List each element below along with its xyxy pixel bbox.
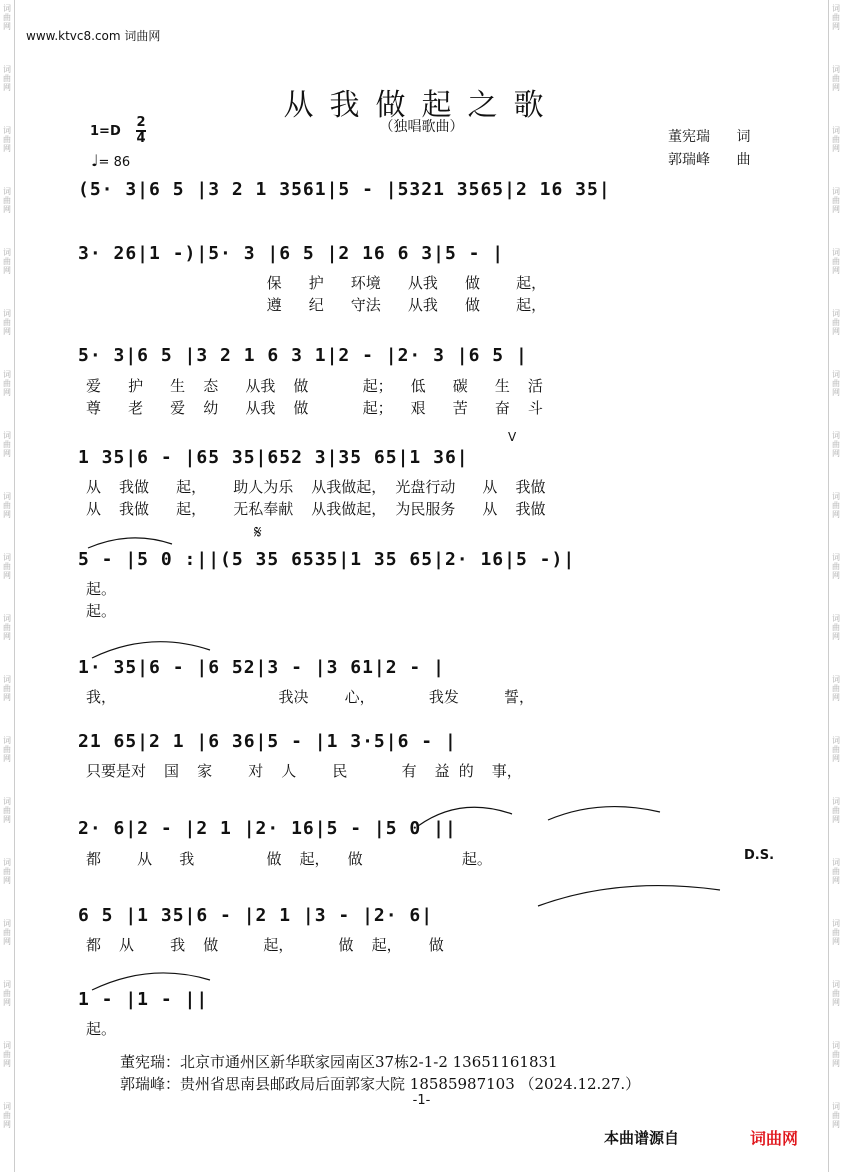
lyric-line-2: 遵 纪 守法 从我 做 起， [86, 296, 547, 314]
composer-name: 郭瑞峰 [668, 152, 710, 168]
watermark-text: 词 曲 网 [3, 675, 11, 702]
watermark-text: 词 曲 网 [3, 248, 11, 275]
watermark-text: 词 曲 网 [3, 4, 11, 31]
slur-arc [418, 807, 512, 826]
lyric-line-13: 起。 [86, 1020, 117, 1038]
notation-line-5: 5 - |5 0 :||(5 35 6535|1 35 65|2· 16|5 -)| [78, 549, 576, 570]
watermark-text: 词 曲 网 [832, 431, 840, 458]
notation-line-3: 5· 3|6 5 |3 2 1 6 3 1|2 - |2· 3 |6 5 | [78, 345, 528, 366]
song-title: 从我做起之歌 [283, 88, 560, 123]
lyric-line-12: 都 从 我 做 起， 做 起， 做 [86, 936, 444, 954]
segno-icon: 𝄋 [254, 522, 262, 543]
tempo-value: = 86 [98, 155, 131, 170]
notation-line-10: 1 - |1 - || [78, 989, 209, 1010]
watermark-text: 词 曲 网 [3, 553, 11, 580]
watermark-text: 词 曲 网 [832, 1041, 840, 1068]
watermark-text: 词 曲 网 [3, 736, 11, 763]
notation-line-4: 1 35|6 - |65 35|652 3|35 65|1 36| [78, 447, 469, 468]
contact-lyricist: 董宪瑞：北京市通州区新华联家园南区37栋2-1-2 13651161831 [120, 1053, 558, 1071]
time-signature-bottom: 4 [136, 131, 146, 146]
contact-composer: 郭瑞峰：贵州省思南县邮政局后面郭家大院 18585987103 （2024.12.27.） [120, 1075, 641, 1093]
lyric-line-9: 我， 我决 心， 我发 誓， [86, 688, 535, 706]
song-subtitle: （独唱歌曲） [379, 119, 464, 135]
watermark-text: 词 曲 网 [832, 736, 840, 763]
watermark-text: 词 曲 网 [832, 675, 840, 702]
dal-segno-marking: D.S. [744, 848, 775, 863]
composer-role: 曲 [736, 152, 751, 168]
slur-arc [88, 538, 172, 548]
watermark-text: 词 曲 网 [832, 797, 840, 824]
watermark-text: 词 曲 网 [832, 858, 840, 885]
watermark-text: 词 曲 网 [832, 187, 840, 214]
breath-mark: V [508, 430, 517, 444]
watermark-text: 词 曲 网 [3, 797, 11, 824]
notation-line-6: 1· 35|6 - |6 52|3 - |3 61|2 - | [78, 657, 445, 678]
watermark-text: 词 曲 网 [3, 919, 11, 946]
slur-arc [92, 642, 210, 658]
watermark-text: 词 曲 网 [832, 614, 840, 641]
watermark-text: 词 曲 网 [832, 309, 840, 336]
watermark-text: 词 曲 网 [832, 65, 840, 92]
notation-line-7: 21 65|2 1 |6 36|5 - |1 3·5|6 - | [78, 731, 457, 752]
watermark-text: 词 曲 网 [832, 553, 840, 580]
watermark-text: 词 曲 网 [3, 1102, 11, 1129]
watermark-text: 词 曲 网 [3, 492, 11, 519]
key-signature: 1=D [90, 124, 121, 139]
lyric-line-3: 爱 护 生 态 从我 做 起； 低 碳 生 活 [86, 377, 543, 395]
site-url[interactable]: www.ktvc8.com 词曲网 [26, 29, 161, 43]
watermark-text: 词 曲 网 [3, 370, 11, 397]
watermark-text: 词 曲 网 [832, 919, 840, 946]
lyric-line-6: 从 我做 起， 无私奉献 从我做起， 为民服务 从 我做 [86, 500, 546, 518]
notation-line-1: (5· 3|6 5 |3 2 1 3561|5 - |5321 3565|2 16 35| [78, 179, 611, 200]
slur-arc [538, 886, 720, 906]
watermark-text: 词 曲 网 [832, 126, 840, 153]
watermark-text: 词 曲 网 [832, 492, 840, 519]
quarter-note-icon: ♩ [91, 151, 99, 170]
source-site-link[interactable]: 词曲网 [750, 1129, 799, 1148]
lyric-line-1: 保 护 环境 从我 做 起， [86, 274, 547, 292]
watermark-text: 词 曲 网 [3, 1041, 11, 1068]
lyric-line-4: 尊 老 爱 幼 从我 做 起； 艰 苦 奋 斗 [86, 399, 543, 417]
lyricist-role: 词 [736, 129, 751, 145]
watermark-text: 词 曲 网 [3, 126, 11, 153]
watermark-text: 词 曲 网 [3, 980, 11, 1007]
page-number: -1- [412, 1093, 431, 1108]
source-label: 本曲谱源自 [604, 1129, 680, 1147]
watermark-text: 词 曲 网 [3, 858, 11, 885]
lyricist-name: 董宪瑞 [668, 129, 710, 145]
watermark-text: 词 曲 网 [832, 980, 840, 1007]
lyric-line-10: 只要是对 国 家 对 人 民 有 益 的 事， [86, 762, 522, 780]
notation-line-9: 6 5 |1 35|6 - |2 1 |3 - |2· 6| [78, 905, 434, 926]
lyric-line-7: 起。 [86, 580, 117, 598]
watermark-text: 词 曲 网 [832, 248, 840, 275]
time-signature-top: 2 [136, 115, 146, 130]
watermark-text: 词 曲 网 [832, 370, 840, 397]
watermark-text: 词 曲 网 [3, 187, 11, 214]
watermark-text: 词 曲 网 [3, 65, 11, 92]
lyric-line-11: 都 从 我 做 起， 做 起。 [86, 850, 492, 868]
notation-line-8: 2· 6|2 - |2 1 |2· 16|5 - |5 0 || [78, 818, 457, 839]
lyric-line-8: 起。 [86, 602, 117, 620]
watermark-text: 词 曲 网 [832, 1102, 840, 1129]
watermark-text: 词 曲 网 [3, 431, 11, 458]
lyric-line-5: 从 我做 起， 助人为乐 从我做起， 光盘行动 从 我做 [86, 478, 546, 496]
slur-arc [548, 807, 660, 820]
slur-arc [92, 973, 210, 990]
notation-line-2: 3· 26|1 -)|5· 3 |6 5 |2 16 6 3|5 - | [78, 243, 505, 264]
watermark-text: 词 曲 网 [3, 614, 11, 641]
watermark-text: 词 曲 网 [832, 4, 840, 31]
watermark-text: 词 曲 网 [3, 309, 11, 336]
